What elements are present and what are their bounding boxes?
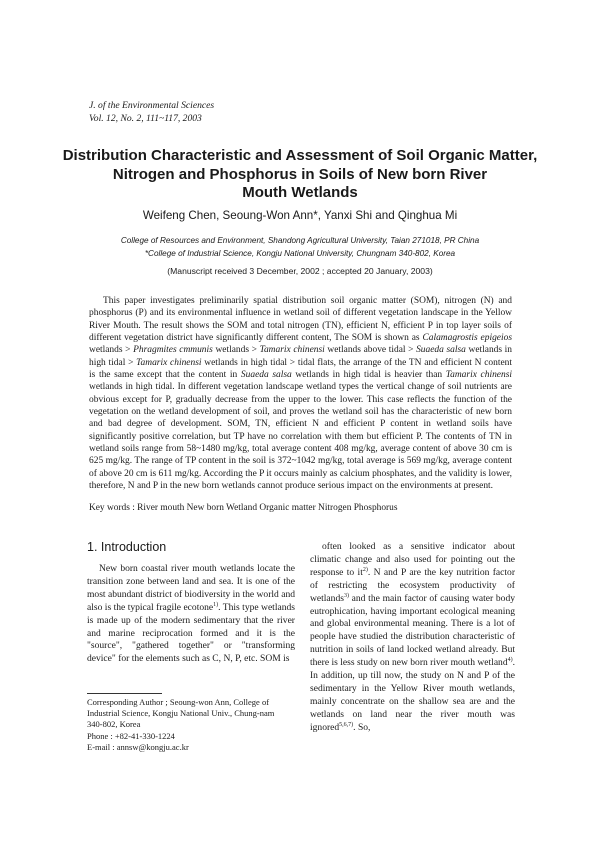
affiliations	[40, 235, 560, 260]
citation: 1)	[213, 601, 219, 608]
body-text: . N and P are the key nutrition factor of restricting the ecosystem productivity of wetlands	[310, 566, 515, 604]
keywords: Key words : River mouth New born Wetland Organic matter Nitrogen Phosphorus	[89, 503, 398, 513]
abstract-text: wetlands in high tidal > tidal flats, the arrange of the TN and efficient N content is the same except that the content in	[89, 357, 513, 381]
body-text: . So,	[353, 721, 371, 733]
species-name: Tamarix chinensi	[259, 345, 325, 356]
body-text: often looked as a sensitive indicator about climatic change and also used for pointing out the response to it	[310, 541, 515, 578]
species-name: Tamarix chinensi	[136, 357, 202, 368]
journal-issue: Vol. 12, No. 2, 111~117, 2003	[89, 113, 202, 124]
footnote-line: 340-802, Korea	[87, 719, 141, 730]
journal-name: J. of the Environmental Sciences	[89, 100, 215, 111]
footnote-email: E-mail : annsw@kongju.ac.kr	[87, 741, 189, 752]
journal-header	[89, 99, 214, 125]
footnote-phone: Phone : +82-41-330-1224	[87, 730, 175, 741]
body-text: and the main factor of causing water body eutrophication, having important ecological meaning and global environmental meaning. There is a lot of people have studied the distribution characteristic of nutrition in soils of land locked wetland already. But there is less study on new born river mouth wetland	[310, 592, 515, 669]
affiliation-2: *College of Industrial Science, Kongju National University, Chungnam 340-802, Korea	[144, 248, 456, 258]
abstract-text: wetlands in high tidal is heavier than	[291, 370, 446, 381]
abstract-text: wetlands in high tidal. In different vegetation landscape wetland types the vertical change of soil nutrients are obvious except for P, gradually decrease from the upper to the lower. This case reflects the function of the vegetation on the wetland development of soil, and proves the wetland soil has the characteristic of new born and bad degree of development. SOM, TN, efficient N and efficient P content in wetland soils have significantly positive correlation, but TP have no correlation with them but efficient P. The contents of TN in wetland soils range from 58~1480 mg/kg, total average content 408 mg/kg, average content of above 30 cm is 625 mg/kg. The range of TP content in the soil is 372~1042 mg/kg, total average is 569 mg/kg, average content of above 20 cm is 611 mg/kg. According the P it occurs mainly as calcium phosphates, and the validity is lower, therefore, N and P in the new born wetlands cannot produce serious impact on the environments at present.	[89, 382, 512, 492]
authors: Weifeng Chen, Seoung-Won Ann*, Yanxi Shi and Qinghua Mi	[142, 209, 458, 222]
citation: 5,6,7)	[339, 721, 354, 728]
footnote-divider	[87, 693, 162, 694]
abstract-text: wetlands above tidal >	[324, 345, 417, 356]
abstract-text: wetlands >	[212, 345, 260, 356]
title-line-1: Distribution Characteristic and Assessment of Soil Organic Matter,	[62, 147, 538, 164]
species-name: Calamagrostis epigeios	[422, 333, 512, 344]
species-name: Tamarix chinensi	[445, 370, 512, 381]
intro-text: New born coastal river mouth wetlands locate the transition zone between land and sea. It is one of the most abundant district of biodiversity in the world and also is the typical fragile ecotone	[87, 563, 295, 613]
body-text: . In addition, up till now, the study on N and P of the sedimentary in the Yellow River mouth wetlands, mainly concentrate on the shallow sea are and the wetlands on land near the river mouth was ignored	[310, 657, 515, 733]
corresponding-author-footnote	[87, 697, 297, 753]
manuscript-dates: (Manuscript received 3 December, 2002 ; accepted 20 January, 2003)	[167, 266, 433, 276]
footnote-line: Industrial Science, Kongju National Univ., Chung-nam	[87, 708, 275, 719]
abstract-text: wetlands in high tidal >	[89, 345, 513, 368]
citation: 4)	[507, 656, 513, 663]
abstract-text: This paper investigates preliminarily spatial distribution soil organic matter (SOM), nitrogen (N) and phosphorus (P) and its environmental influence in wetland soil of different vegetation landscape in the Yellow River Mouth. The result shows the SOM and total nitrogen (TN), efficient N, efficient P in top layer soils of different vegetation district have significantly different content, The SOM is shown as	[89, 296, 512, 344]
right-column-paragraph	[310, 541, 515, 735]
intro-text: . This type wetlands is made up of the modern sedimentary that the river and marine reciprocation formed and it is the "source", "gathered together" or "transforming device" for the elements such as C, N, P, etc. SOM is	[87, 601, 295, 665]
footnote-line: Corresponding Author ; Seoung-won Ann, College of	[87, 697, 270, 707]
species-name: Suaeda salsa	[416, 345, 466, 356]
title-line-2: Nitrogen and Phosphorus in Soils of New born River	[112, 165, 488, 183]
paper-title	[40, 147, 560, 203]
title-line-3: Mouth Wetlands	[242, 184, 358, 201]
affiliation-1: College of Resources and Environment, Shandong Agricultural University, Taian 271018, PR China	[120, 236, 480, 245]
abstract-text: wetlands >	[89, 345, 134, 356]
species-name: Phragmites cmmunis	[133, 345, 213, 356]
abstract	[89, 295, 512, 493]
species-name: Suaeda salsa	[240, 370, 292, 381]
citation: 3)	[343, 592, 349, 599]
intro-paragraph	[87, 563, 295, 666]
citation: 2)	[362, 566, 368, 573]
section-heading-introduction: 1. Introduction	[87, 540, 167, 554]
